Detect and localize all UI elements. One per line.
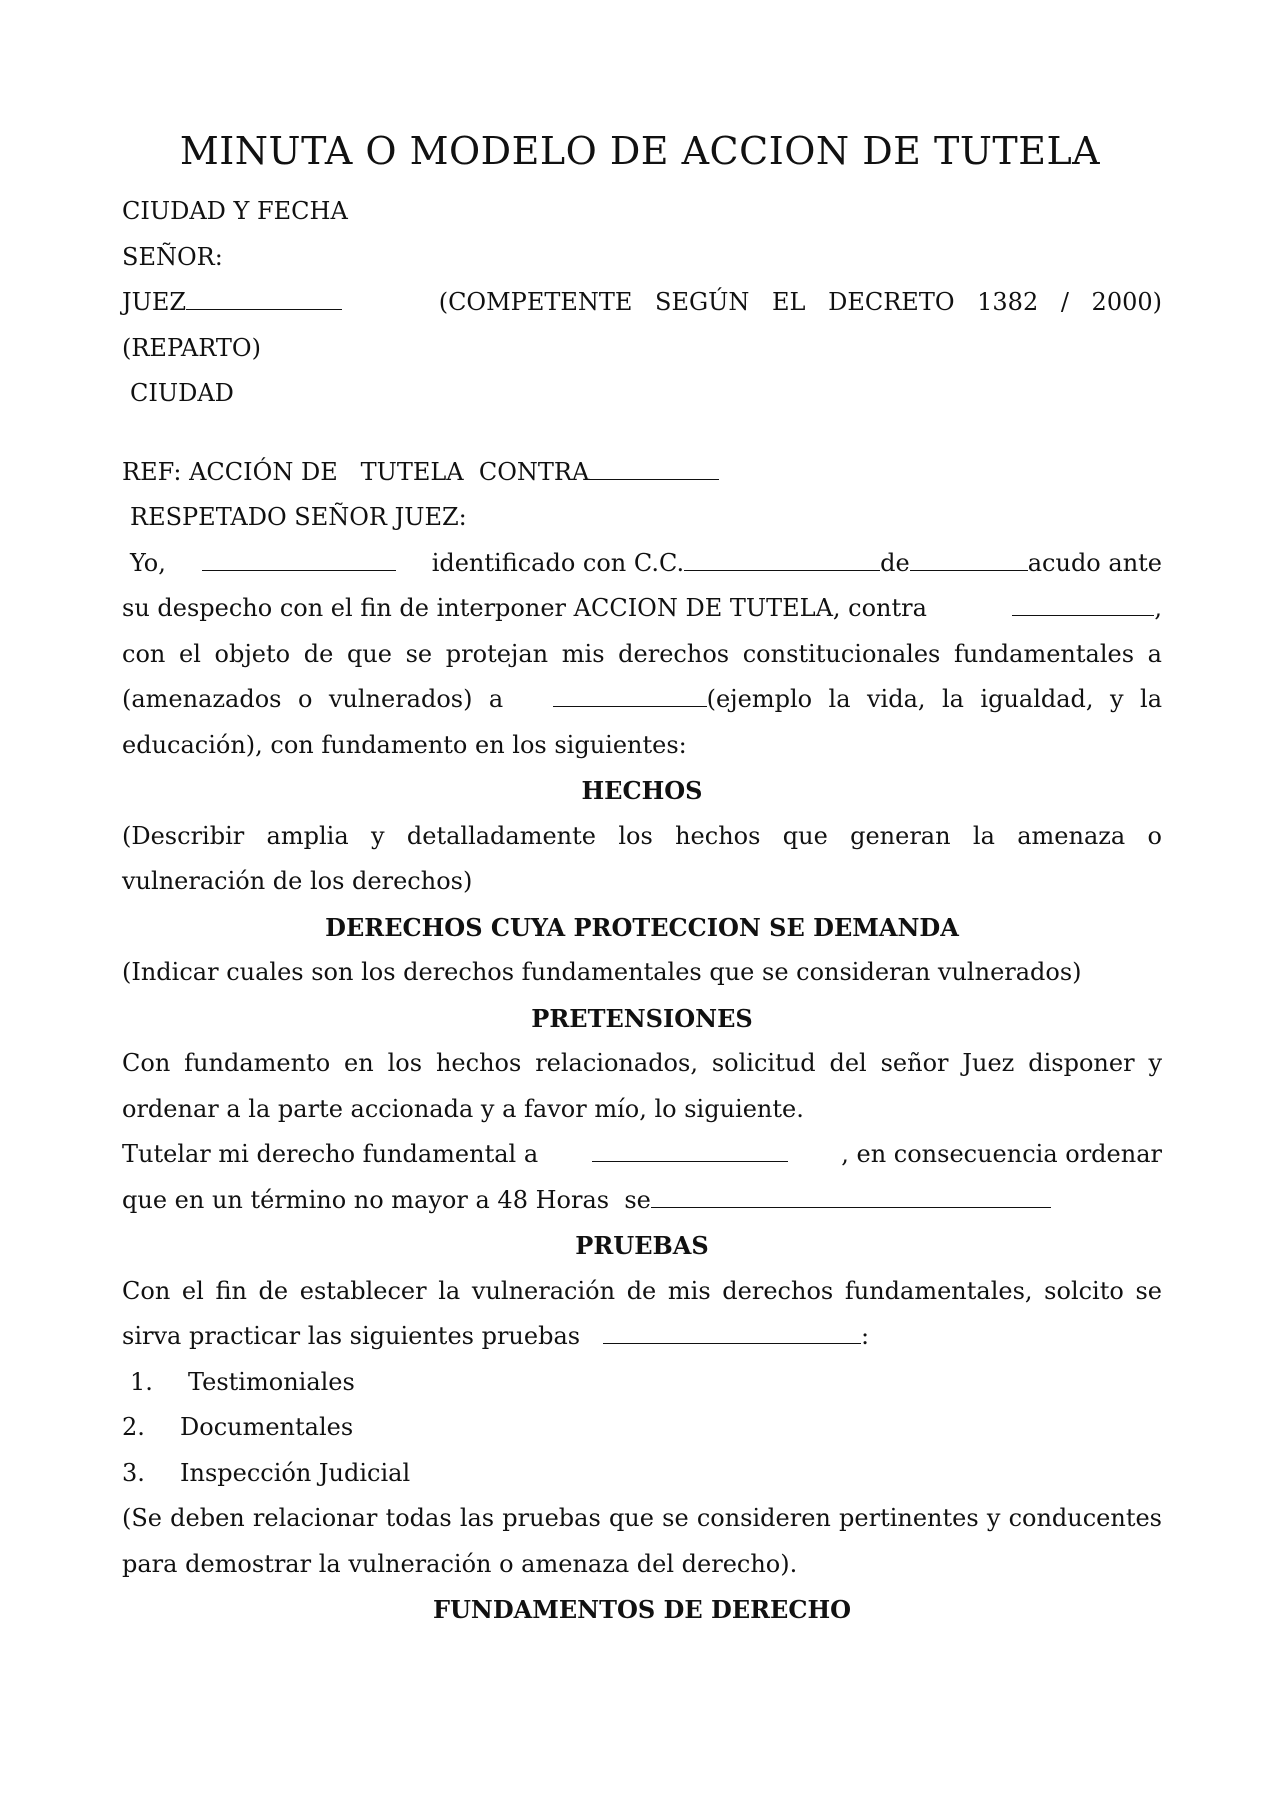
- origin-blank: [910, 569, 1028, 571]
- list-label: Documentales: [180, 1413, 354, 1441]
- derechos-heading: DERECHOS CUYA PROTECCION SE DEMANDA: [325, 912, 959, 942]
- reference-line: [122, 450, 1162, 496]
- judge-blank: [186, 308, 342, 310]
- intro-acudo: acudo ante: [1027, 548, 1162, 577]
- list-number: 1.: [130, 1367, 153, 1396]
- tutelar-line-1: [122, 1132, 1162, 1178]
- intro-de: de: [880, 548, 910, 577]
- intro-identificado: identificado con C.C.: [431, 548, 685, 577]
- list-number: 2.: [122, 1413, 145, 1441]
- judge-line: [122, 280, 1162, 326]
- greeting-line: RESPETADO SEÑOR JUEZ:: [130, 503, 467, 531]
- list-item: [122, 1405, 1162, 1451]
- intro-paragraph: [122, 632, 1162, 769]
- intro-line-1: [122, 541, 1162, 587]
- hechos-text: (Describir amplia y detalladamente los hechos que generan la amenaza o vulneración de los derechos): [122, 821, 1162, 895]
- intro-yo: Yo,: [130, 548, 166, 577]
- id-blank: [684, 569, 880, 571]
- tutelar-line-2-text: que en un término no mayor a 48 Horas se: [122, 1185, 651, 1214]
- city-line: CIUDAD: [130, 379, 234, 407]
- pruebas-note: (Se deben relacionar todas las pruebas que se consideren pertinentes y conducentes para demostrar la vulneración o amenaza del derecho).: [122, 1504, 1162, 1578]
- tutelar-after: , en consecuencia ordenar: [841, 1140, 1162, 1168]
- document-title: MINUTA O MODELO DE ACCION DE TUTELA: [179, 129, 1101, 173]
- intro-rest-before: con el objeto de que se protejan mis derechos constitucionales fundamentales a (amenazados o vulnerados) a: [122, 639, 1162, 713]
- intro-line-2-text: su despecho con el fin de interponer ACCION DE TUTELA, contra: [122, 594, 927, 622]
- reference-text: REF: ACCIÓN DE TUTELA CONTRA: [122, 457, 590, 486]
- name-blank: [202, 569, 396, 571]
- competence-note: (COMPETENTE SEGÚN EL DECRETO 1382 / 2000): [438, 288, 1162, 316]
- pruebas-blank: [603, 1342, 861, 1344]
- order-blank: [651, 1206, 1051, 1208]
- list-item: [122, 1451, 1162, 1497]
- tutelar-before: Tutelar mi derecho fundamental a: [122, 1140, 539, 1168]
- pretensiones-text: Con fundamento en los hechos relacionados, solicitud del señor Juez disponer y ordenar a la parte accionada y a favor mío, lo siguiente.: [122, 1049, 1162, 1123]
- pruebas-list: [122, 1360, 1162, 1497]
- fundamentos-heading: FUNDAMENTOS DE DERECHO: [432, 1595, 852, 1624]
- rights-blank: [553, 705, 707, 707]
- reparto-line: (REPARTO): [122, 333, 261, 362]
- intro-rest-after: (ejemplo la vida, la igualdad, y la educación), con fundamento en los siguientes:: [122, 685, 1162, 759]
- pruebas-text: [122, 1269, 1162, 1360]
- city-date-line: CIUDAD Y FECHA: [122, 197, 348, 225]
- addressee-line: SEÑOR:: [122, 242, 223, 271]
- hechos-heading: HECHOS: [581, 776, 703, 805]
- reference-blank: [589, 478, 719, 480]
- pruebas-heading: PRUEBAS: [575, 1231, 709, 1260]
- tutelar-blank: [592, 1160, 788, 1162]
- pretensiones-heading: PRETENSIONES: [531, 1003, 753, 1033]
- intro-line-2: [122, 586, 1162, 632]
- spacer: [122, 417, 1162, 450]
- derechos-text: (Indicar cuales son los derechos fundamentales que se consideran vulnerados): [122, 958, 1082, 986]
- judge-label: JUEZ: [122, 288, 187, 316]
- list-label: Inspección Judicial: [180, 1458, 411, 1487]
- tutelar-line-2: [122, 1178, 1162, 1224]
- pruebas-text-body: Con el fin de establecer la vulneración de mis derechos fundamentales, solcito se sirva practicar las siguientes pruebas: [122, 1276, 1162, 1350]
- against-blank: [1012, 614, 1154, 616]
- list-item: [122, 1360, 1162, 1406]
- document-body: [122, 189, 1162, 1633]
- list-label: Testimoniales: [188, 1367, 355, 1396]
- comma-text: ,: [1154, 594, 1162, 622]
- pruebas-colon: :: [860, 1322, 870, 1350]
- list-number: 3.: [122, 1458, 145, 1487]
